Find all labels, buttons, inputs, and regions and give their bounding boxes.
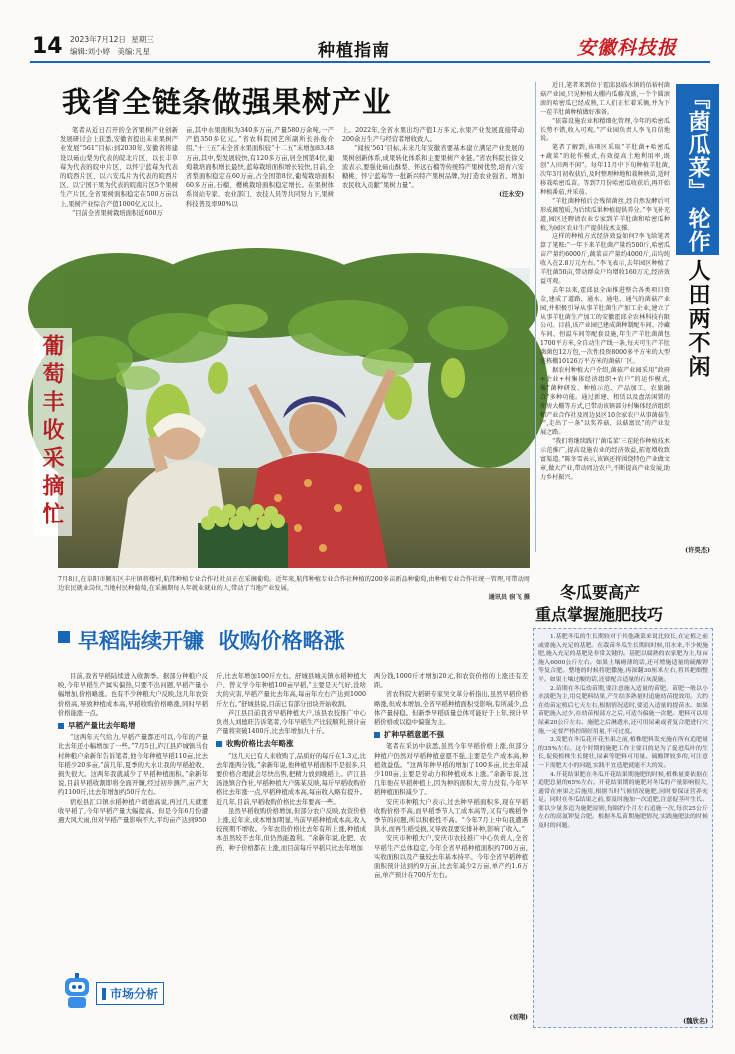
article3-paragraph: 两分钱,1000斤才增加20元,和农资价格的上涨还有差距。 [374, 673, 528, 690]
vineyard-photo [39, 268, 530, 568]
article2-paragraph: 4.开花结果肥在冬瓜开花结果期施肥的时候,植株量要依据在追肥总量的65%左右。开花结果期的施肥对冬瓜的产量影响很大,通常在座果之后施用,根据当时气候情况施肥,同时要保证营养充足。同时在冬瓜结果之前,要及时施加一次追肥,注意促茎叶生长。要以少量多追为施肥原则,每隔约个月左右追施一次,每次25公斤左右的高氮钾复合肥。根据冬瓜苗期施肥情况,实践施肥法的时候及时的问题。 [538, 771, 708, 830]
section-title: 种植指南 [318, 41, 390, 61]
market-analysis-bar-icon [102, 988, 106, 1000]
sidebar-source: (许昊杰) [685, 547, 710, 554]
article3-title-bar [58, 625, 528, 653]
sidebar-paragraph: “羊肚菌种植后会残留菌丝,经自然发酵后可形成腐殖质,为后续瓜果种植提供养分。”李飞补充道,园区还聘请农业专家到羊羊肚菌和哈密瓜种植,为园区农业生产提供技术支撑。 [540, 197, 670, 232]
photo-credit: 通讯员 宿飞 摄 [488, 594, 530, 601]
market-analysis-label: 市场分析 [110, 987, 159, 1001]
article3-subhead-3 [374, 730, 528, 739]
article3-paragraph: 芦江县目前我省早稻种植大户,该县农技推广中心负责人刘德旺告诉笔者,今年早稻生产比较顺利,预计亩产量将突破1400斤,比去年增加九十斤。 [216, 709, 366, 736]
lead-source: (汪永安) [499, 191, 524, 199]
header-editor-line [70, 46, 150, 57]
article3-paragraph: 安庆市种粮大户,安庆市农技推广中心负责人,全省早稻生产总体稳定,今年全省早稻种植面积约700万亩,实收面积以及产量较去年基本持平。今年全省早稻种植面积预计达到约9万亩,比去年减少2万亩,单产约1.6万亩,单产预计在700斤左右。 [374, 835, 528, 880]
article3-paragraph: “这几天已有人来收购了,品质好的每斤在1.3元,比去年涨两分钱。”余新年说,他种植早稻面积不是很多,只要价格合理就会尽快出售,把精力放到晚稻上。庐江县汤池镇合作社,早稻种植大户陈某反映,每斤早稻收购价格比去年涨一点,早稻种植成本高,每亩收入略有提升。近几年,目前,早稻收购价格比去年要高一些。 [216, 752, 366, 806]
article3-subhead-text: 收购价格比去年略涨 [226, 739, 294, 749]
sidebar-paragraph: 笔者了解到,该项区采取“羊肚菌+哈密瓜+蔬菜”的轮作模式,有效提高土地利用率,既创“人田两不闲”。每年11月中下旬种植羊肚菌,次年3月初收获后,及时整理种地和栽种秧苗,适时移栽哈密瓜苗。等到7月份哈密瓜收获后,再开始种植番茄,并采茄。 [540, 144, 670, 196]
article2-paragraph: 1.基肥冬瓜的生长期较对于其他蔬菜来说比较长,在定植之前或要施入充足的基肥。在栽苗冬瓜生长期间时候,用水来,不少便施肥,施入充足的基肥是非常关键的。基肥以腐熟的农家肥为主,每亩施入6000公斤左右。如果土壤瘠薄的话,还可增施适量的硫酸钾等复合肥。整地的时候将肥撒施,再深翻30厘米左右,将其耙细整平。如果土壤过酸的话,还要配合适量的石灰混施。 [538, 634, 708, 683]
lead-title: 我省全链条做强果树产业 [62, 85, 393, 119]
article2-title-2: 重点掌握施肥技巧 [535, 605, 664, 624]
market-analysis-label-box [96, 982, 164, 1005]
sidebar-paragraph: 去年以来,霍邱县全面推进整合各类项目资金,建成了道路、通水、通电、通气的菌菇产业园,并积极引导从事羊肚菌生产加工企业,建立了从事羊肚菌生产加工的安徽霍邱全农林科技有限公司。目前,该产业园已建成菌种制配车间、冷藏车间、恒温车间等配套设施,年生产羊肚菌菌包1700平方米,全自动生产线一条,每天可生产羊肚菌菌包12万包,一次性投资8000多平方米的大型连栋棚10126万平方米的菌菇厂区。 [540, 286, 670, 366]
lead-paragraph: “闻按‘561’目标,未来几年安徽省要基本建立满足产业发展的果树创新体系,成果转化体系和主要果树产业链。”省农科院长徐义流表示,要强化砀山酥梨、怀远石榴等传统特产果树优势,培育六安糖桃、怀宁蓝莓等一批新兴特产果树品牌,为打造农业强省、增加农民收入贡献“果树力量”。 [342, 145, 524, 190]
article3-column-2 [216, 672, 366, 1017]
article3-subhead-text: 早稻产量比去年略增 [68, 721, 136, 731]
sidebar-divider [535, 82, 536, 552]
robot-mascot-icon [60, 972, 94, 1010]
sidebar-paragraph: “我们将继续践行‘菌瓜菜’三茬轮作种植技术示范推广,提高设施农业的经济效益,拓宽增收致富渠道。”陈冬雪表示,该镇还将围绕特色产业做文章,做大产业,带动周边农户,不断提高产业发展,助力乡村振兴。 [540, 438, 670, 481]
lead-paragraph: 上。2022年,全省水果出均产值1万多元,水果产业发展直接带动200余万生产与经营者增收致人。 [342, 127, 524, 144]
sidebar-title-rest: 人田两不闲 [685, 259, 710, 379]
photo-caption-text: 7月8日,在阜阳市颍东区丰庄镇蒋楼村,航伟种植专业合作社社员正在采摘葡萄。近年来,航伟种植专业合作社种植的200多亩新品种葡萄,由种植专业合作社统一管理,可带动周边农民就业岗位,当地村民种葡萄,在采摘期每人年就业就业的人,带动了当地产业发展。 [58, 576, 530, 592]
header-editor: 编辑:刘小婷 [70, 47, 111, 56]
article3-paragraph: 安庆市种粮大户表示,过去种早稻面积多,现在早稻收购价格不高,而早稻季节人工成本高等,又有与晚稻争季节的问题,所以积极性不高。“今年7月上中旬我遭遇洪水,而再生稻受损,又导致我要安排补种,影响了收入。” [374, 798, 528, 834]
market-analysis-banner [60, 972, 210, 1010]
photo-vertical-caption: 葡萄丰收采摘忙 [33, 328, 72, 536]
photo-caption [58, 575, 530, 613]
subhead-marker [216, 741, 222, 747]
article2-body [538, 633, 708, 1018]
article2-title-1: 冬瓜要高产 [560, 583, 641, 602]
sidebar-title-mid: 轮作 [676, 205, 719, 255]
header-weekday: 星期三 [131, 35, 154, 44]
page-header [0, 0, 735, 60]
article2-source: (魏欣名) [683, 1018, 708, 1025]
header-designer: 美编:凡星 [117, 47, 150, 56]
article3-source: (刘翔) [509, 1014, 528, 1021]
sidebar-title-highlight: 『菌瓜菜』 [676, 84, 719, 205]
article3-paragraph: “这两年天气给力,早稻产量都还可以,今年的产量比去年还小幅增加了一些。”7月5日,庐江县庐城镇马台村种粮户余新年告诉笔者,他今年种植早稻110亩,比去年稻少20多亩,“前几年,夏季的大水让我的早稻抢收、损失很大。这两年我就减少了早稻种植面积。”余新年说,目前早稻收割即将全面开镰,经过初步测产,亩产大约1100斤,比去年增加约50斤左右。 [58, 734, 208, 797]
article2-paragraph: 3.发肥在冬瓜花开花坐果之前,植株肥料发充施在所有追肥量的35%左右。这个时期的施肥工作主要目的是为了促进瓜叶的生长,促使植株生长健壮,尿素等肥料可用量。硫酸钾较多的,可注意一下需肥大小的问题,实践不宜造肥就能不大的发。 [538, 737, 708, 769]
sidebar-paragraph: 近日,笔者来到位于霍邱县临水镇的佰裕村菌菇产业园,只见种植大棚内瓜藤茂盛,一个个圆滚滚的哈密瓜已经成熟,工人们正忙着采摘,并为下一茬羊肚菌种植做好准备。 [540, 82, 670, 116]
vineyard-photo-image [58, 268, 530, 568]
sidebar-paragraph: “依靠设施农业和精细化管理,今年的哈密瓜长势不错,收入可观。”产业园负责人李飞自信地说。 [540, 117, 670, 143]
article3-paragraph: 目前,我省早稻陆续进入收割季。据部分种粮户反映,今年早稻生产属实偏热,只要不出问题,早稻产量小幅增加,价格略涨。也有不少种粮大户反映,这几年农资价格高,导致种植成本高,早稻收购价格略涨,同时早稻价格能涨一点。 [58, 673, 208, 717]
subhead-marker [58, 723, 64, 729]
article3-column-3 [374, 672, 528, 1012]
article3-subhead-text: 扩种早稻意愿不强 [384, 730, 444, 740]
header-date: 2023年7月12日 [70, 35, 126, 44]
article3-title-marker [58, 631, 70, 643]
article3-subhead-2 [216, 739, 366, 748]
article3-paragraph: 笔者在采访中获悉,虽然今年早稻价格上涨,但部分种植户仍然对早稻种植意愿不强,主要是生产成本高,种植效益低。“这两年种早稻的增加了100多亩,比去年减少100亩,主要是劳动力和种植成本上涨。”余新年说,这几年他在早稻种植上,因为种的面积大,劳力没有,今年早稻种植面积减少了。 [374, 743, 528, 797]
article3-paragraph: 宿松县汇口镇水稻种植户胡德高说,再过几天就要收早稻了,今年早稻产量大幅提高。但是今年6月份遭遇大风大雨,但对早稻产量影响不大,平均亩产达到950 [58, 798, 208, 825]
article3-column-1 [58, 672, 208, 962]
sidebar-body [540, 82, 670, 552]
article3-paragraph: 斤,比去年增加100斤左右。舒城县城关镇水稻种植大户、曾义学今年种植100亩早稻,“主要是天气好,没啥大的灾害,早稻产量比去年高,每亩年左右产达到1000斤左右。”舒城县说,目前已有部分田块开始收割。 [216, 673, 366, 708]
sidebar-paragraph: 据农村种植大户介绍,菌菇产业园采用“政府+企业+村集体经济组织+农户”的运作模式,集“菌种研发、种植示范、产品加工、农旅融合”多种功能。通过新建、租赁以及盘活闲置的库房大棚等方式,已带动该镇部分村集体经济组织和产业合作社及周边县区10余家农户从事菌菇生产,走出了一条“以奖养菇、以菇富民”的产业发展之路。 [540, 367, 670, 437]
sidebar-paragraph: 这样的种植方式经济效益如何?李飞给笔者算了笔账:“一年下来羊肚菌产量约500斤,哈密瓜亩产量约6000斤,蔬菜亩产量约4000斤,亩均纯收入在2.8万元左右。”李飞表示,去年园区种植了羊肚菌50亩,带动群众户均增收160万元,经济效益可观。 [540, 233, 670, 285]
subhead-marker [374, 732, 380, 738]
lead-paragraph: 笔者从近日召开的全省果树产业创新发展研讨会上获悉,安徽省提出未来果树产业发展“561”目标:到2030年,安徽省将建设以砀山梨为代表的皖北片区、以长丰草莓为代表的皖中片区、以怀宁蓝莓为代表的皖西片区、以六安瓜片为代表的皖西片区、以宁国干果为代表的皖南片区5个果树生产片区,全省果树面积稳定在500万亩以上,果树产业综合产值1000亿元以上。 [60, 127, 178, 208]
article3-subhead-1 [58, 721, 208, 730]
header-rule [30, 61, 710, 63]
article3-paragraph: 省农科院大稻研专家吴文革分析指出,虽然早稻价格略涨,但成本增加,全省早稻种植面积受影响,有所减少,总体产量持稳。但新季早稻质量总体可能好于上年,预计早稻价格或以稳中偏强为主。 [374, 691, 528, 727]
header-date-line [70, 34, 154, 45]
sidebar-title-block [676, 84, 712, 394]
article3-title: 早稻陆续开镰 收购价格略涨 [78, 629, 345, 653]
lead-paragraph: “目前全省果树栽培面积近600万 [72, 209, 163, 217]
masthead-logo: 安徽科技报 [577, 37, 678, 59]
article2-paragraph: 2.苗期在冬瓜幼苗期,要注意施入适量的苗肥。苗肥一般以小水淡肥为主,用兑肥料结果,产生结多熟量时追施幼苗提效用。大约在幼苗定植后七天左右,根据情况适时,要追入适量的提苗水。如果苗肥施入过少,在幼苗根部方之后,可适当偏施一次肥。肥料可以用尿素20公斤左右。施肥之后淋透水,还可用尿素或者复合肥进行穴施,一定要严格控制好用量,不可过度。 [538, 685, 708, 735]
article3-paragraph: 虽然早稻收购价格增加,但部分农户反映,农资价格上涨,近年来,成本增加明显,当前早稻种植成本高,收入较预期不增收。今年农资价格比去年有所上涨,种植成本虽然较不去年,但仍然能盈利。“余新年说,化肥、农药、种子价格都在上涨,而目前每斤早稻只比去年增加 [216, 807, 366, 852]
page-number: 14 [32, 34, 63, 59]
lead-paragraph: 亩,其中水果面积为340多万亩,产量580万余吨,一产产值350多亿元。”省农科院园艺所副所长孙俊介绍,“十三五”末全省水果面积较“十二五”末增加83.48万亩,其中,梨发展较快,有120多万亩,居全国第4位,葡萄栽培面积增长最快,蓝莓栽培面积增长较快,目前,全省梨面积稳定在60万亩,占全国第8位,葡萄栽培面积60多万亩,石榴、樱桃栽培面积稳定增长。在果树体系岗站专家、农业部门、农技人员等共同努力下,果树科技普及率90%以 [186, 127, 334, 208]
